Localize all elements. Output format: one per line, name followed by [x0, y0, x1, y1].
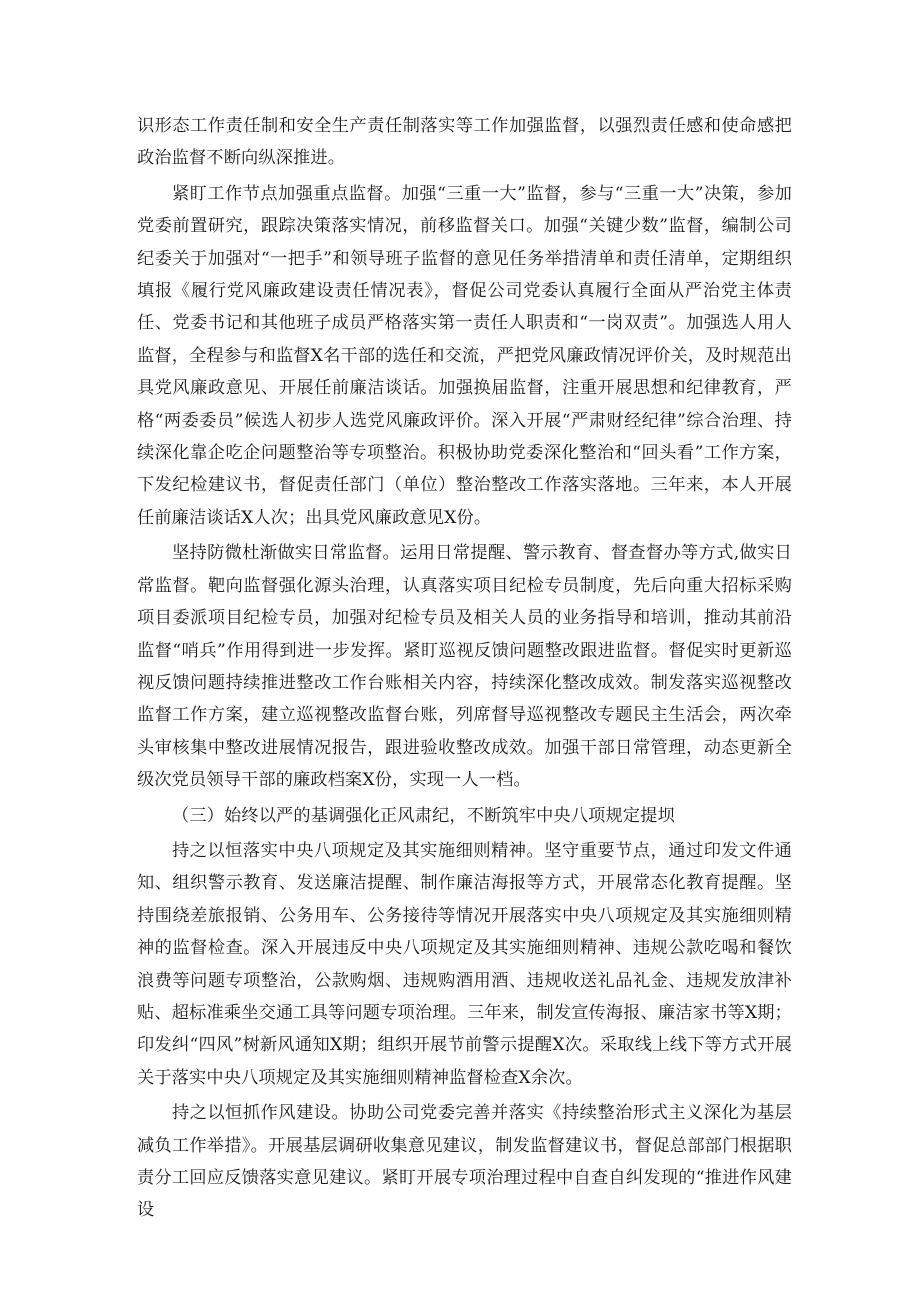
- paragraph-key-supervision: 紧盯工作节点加强重点监督。加强“三重一大”监督，参与“三重一大”决策，参加党委前置研究，跟踪决策落实情况，前移监督关口。加强“关键少数”监督，编制公司纪委关于加强对“一把手”和领导班子监督的意见任务举措清单和责任清单，定期组织填报《履行党风廉政建设责任情况表》，督促公司党委认真履行全面从严治党主体责任、党委书记和其他班子成员严格落实第一责任人职责和“一岗双责”。加强选人用人监督，全程参与和监督X名干部的选任和交流，严把党风廉政情况评价关，及时规范出具党风廉政意见、开展任前廉洁谈话。加强换届监督，注重开展思想和纪律教育，严格“两委委员”候选人初步人选党风廉政评价。深入开展“严肃财经纪律”综合治理、持续深化靠企吃企问题整治等专项整治。积极协助党委深化整治和“回头看”工作方案，下发纪检建议书，督促责任部门（单位）整治整改工作落实落地。三年来，本人开展任前廉洁谈话X人次；出具党风廉政意见X份。: [137, 183, 792, 528]
- paragraph-daily-supervision: 坚持防微杜渐做实日常监督。运用日常提醒、警示教育、督查督办等方式,做实日常监督。靶向监督强化源头治理，认真落实项目纪检专员制度，先后向重大招标采购项目委派项目纪检专员，加强对纪检专员及相关人员的业务指导和培训，推动其前沿监督“哨兵”作用得到进一步发挥。紧盯巡视反馈问题整改跟进监督。督促实时更新巡视反馈问题持续推进整改工作台账相关内容，持续深化整改成效。制发落实巡视整改监督工作方案，建立巡视整改监督台账，列席督导巡视整改专题民主生活会，两次牵头审核集中整改进展情况报告，跟进验收整改成效。加强干部日常管理，动态更新全级次党员领导干部的廉政档案X份，实现一人一档。: [137, 543, 792, 791]
- document-body: [137, 110, 792, 1227]
- section-heading: （三）始终以严的基调强化正风肃纪，不断筑牢中央八项规定提坝: [172, 805, 675, 826]
- paragraph-work-style: 持之以恒抓作风建设。协助公司党委完善并落实《持续整治形式主义深化为基层减负工作举措》。开展基层调研收集意见建议，制发监督建议书，督促总部部门根据职责分工回应反馈落实意见建议。紧盯开展专项治理过程中自查自纠发现的“推进作风建设: [137, 1103, 792, 1221]
- paragraph-eight-regulations: 持之以恒落实中央八项规定及其实施细则精神。坚守重要节点，通过印发文件通知、组织警示教育、发送廉洁提醒、制作廉洁海报等方式，开展常态化教育提醒。坚持围绕差旅报销、公务用车、公务接待等情况开展落实中央八项规定及其实施细则精神的监督检查。深入开展违反中央八项规定及其实施细则精神、违规公款吃喝和餐饮浪费等问题专项整治，公款购烟、违规购酒用酒、违规收送礼品礼金、违规发放津补贴、超标准乘坐交通工具等问题专项治理。三年来，制发宣传海报、廉洁家书等X期；印发纠“四风”树新风通知X期；组织开展节前警示提醒X次。采取线上线下等方式开展关于落实中央八项规定及其实施细则精神监督检查X余次。: [137, 840, 792, 1088]
- paragraph-continuation: 识形态工作责任制和安全生产责任制落实等工作加强监督，以强烈责任感和使命感把政治监督不断向纵深推进。: [137, 116, 792, 169]
